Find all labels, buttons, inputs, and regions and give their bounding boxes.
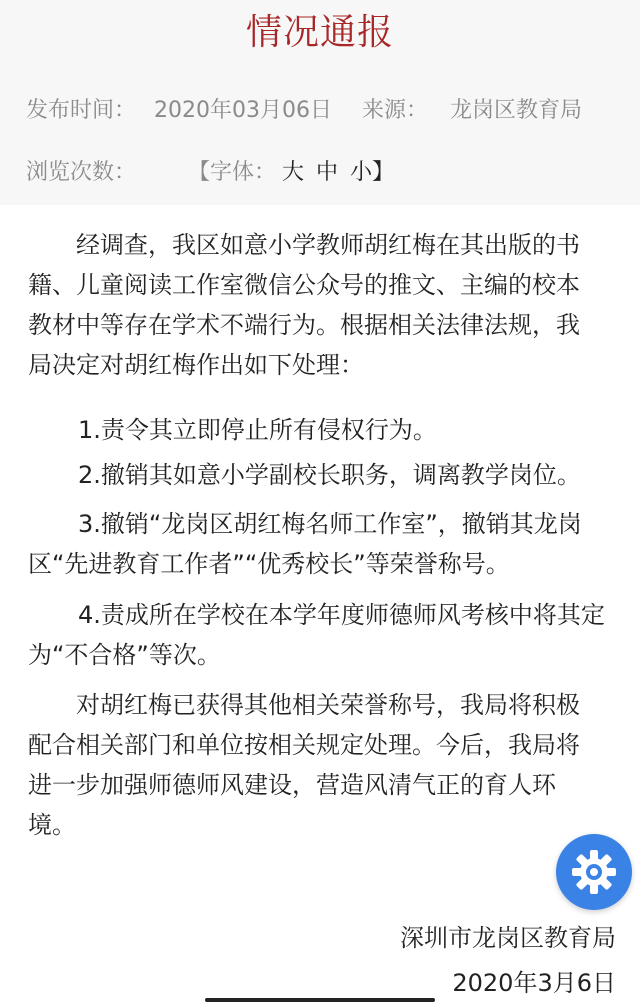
text-line: 2.撤销其如意小学副校长职务，调离教学岗位。 [78, 461, 581, 489]
text-line: 教材中等存在学术不端行为。根据相关法律法规，我 [28, 311, 580, 339]
text-line: 进一步加强师德师风建设，营造风清气正的育人环 [28, 771, 556, 799]
meta-row-publish [26, 95, 582, 127]
text-line: 对胡红梅已获得其他相关荣誉称号，我局将积极 [76, 691, 580, 719]
list-item-4 [28, 595, 616, 675]
settings-button[interactable] [556, 834, 632, 910]
list-item-3 [28, 504, 616, 584]
gear-icon [570, 848, 618, 896]
list-item-1 [28, 410, 616, 450]
font-size-small-button[interactable]: 小】 [350, 160, 395, 185]
text-line: 境。 [28, 811, 76, 839]
publish-label: 发布时间： [26, 98, 137, 123]
publish-date: 2020年03月06日 [154, 98, 332, 123]
views-label: 浏览次数： [26, 160, 137, 185]
page-title: 情况通报 [245, 12, 394, 53]
font-size-label: 【字体： [188, 160, 277, 185]
text-line: 为“不合格”等次。 [28, 641, 221, 669]
paragraph-closing [28, 685, 616, 845]
list-item-2 [28, 455, 616, 495]
font-size-large-button[interactable]: 大 [282, 160, 305, 185]
text-line: 区“先进教育工作者”“优秀校长”等荣誉称号。 [28, 550, 510, 578]
meta-row-views [26, 157, 400, 189]
text-line: 经调查，我区如意小学教师胡红梅在其出版的书 [76, 231, 580, 259]
text-line: 4.责成所在学校在本学年度师德师风考核中将其定 [78, 601, 605, 629]
article-body [0, 205, 640, 1002]
text-line: 1.责令其立即停止所有侵权行为。 [78, 416, 437, 444]
text-line: 3.撤销“龙岗区胡红梅名师工作室”，撤销其龙岗 [78, 510, 582, 538]
text-line: 配合相关部门和单位按相关规定处理。今后，我局将 [28, 731, 580, 759]
text-line: 籍、儿童阅读工作室微信公众号的推文、主编的校本 [28, 271, 580, 299]
source-label: 来源： [362, 98, 429, 123]
font-size-medium-button[interactable]: 中 [316, 160, 339, 185]
source-value: 龙岗区教育局 [450, 98, 583, 123]
text-line: 局决定对胡红梅作出如下处理： [28, 351, 364, 379]
article-header [0, 0, 640, 205]
paragraph-intro [28, 225, 616, 385]
home-indicator[interactable] [205, 998, 435, 1002]
signature-org: 深圳市龙岗区教育局 [400, 924, 616, 952]
signature-date: 2020年3月6日 [452, 969, 616, 997]
